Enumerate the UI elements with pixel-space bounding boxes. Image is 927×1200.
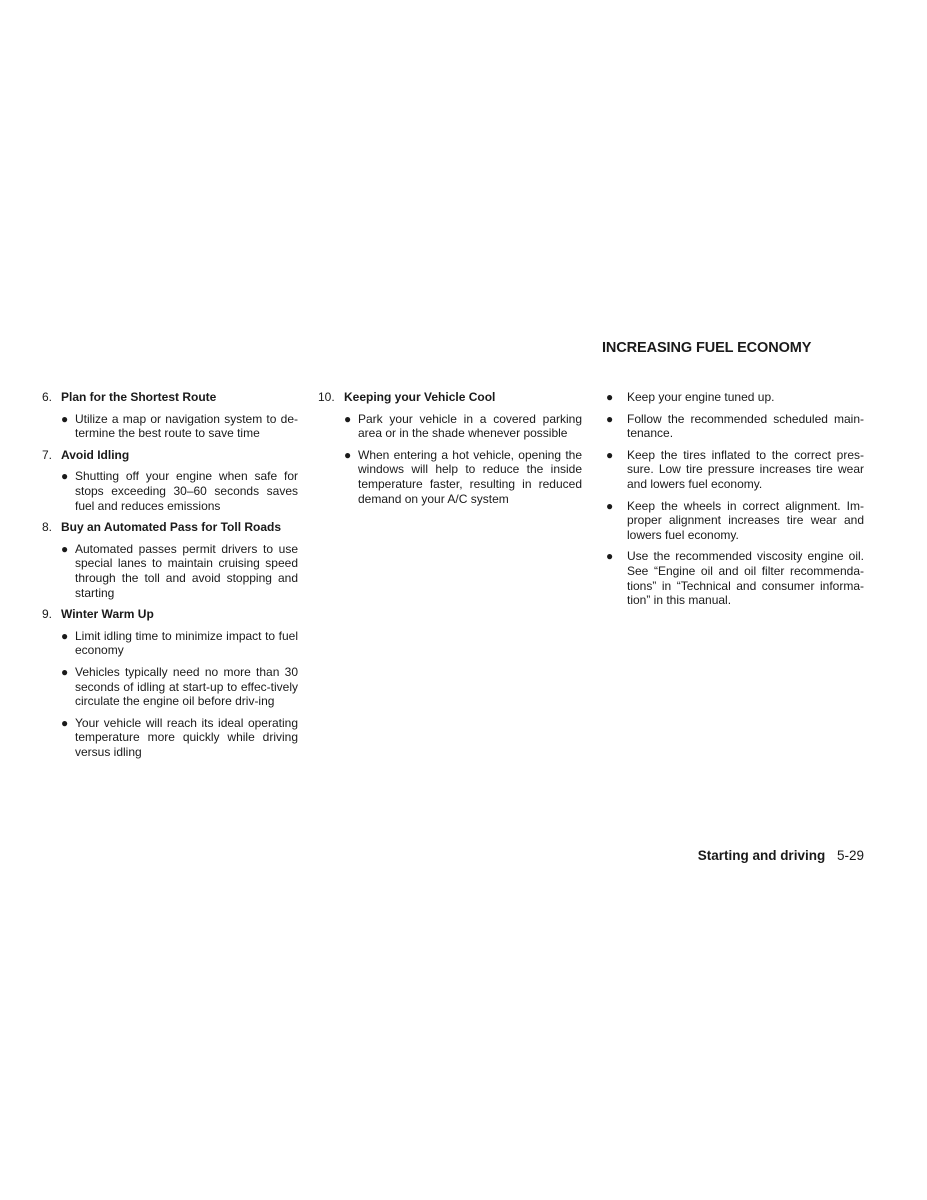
page-footer [698,848,864,863]
bullet-icon: ● [606,549,614,564]
bullet-icon: ● [61,469,69,484]
bullet-item [61,665,298,709]
bullet-icon: ● [61,664,69,679]
bullet-list [318,412,582,507]
bullet-item [61,629,298,658]
item-heading [42,390,298,405]
numbered-item [42,390,298,441]
bullet-list [606,390,864,608]
item-title: Buy an Automated Pass for Toll Roads [61,520,282,535]
bullet-icon: ● [606,447,614,462]
bullet-text: Vehicles typically need no more than 30 seconds of idling at start-up to effec-tively circulate the engine oil before driv-ing [75,664,298,709]
bullet-item [61,542,298,600]
bullet-text: Follow the recommended scheduled main-tenance. [627,411,864,441]
item-title: Avoid Idling [61,447,130,462]
page-number: 5-29 [836,848,864,863]
bullet-text: Use the recommended viscosity engine oil. See “Engine oil and oil filter recommenda-tions” in “Technical and consumer informa-tion” in this manual. [627,549,864,608]
bullet-item [606,412,864,441]
section-heading: INCREASING FUEL ECONOMY [602,340,812,356]
footer-section-title: Starting and driving [697,848,826,863]
numbered-item [318,390,582,506]
bullet-icon: ● [61,628,69,643]
numbered-item [42,520,298,600]
bullet-text: Automated passes permit drivers to use special lanes to maintain cruising speed through the toll and avoid stopping and starting [75,541,298,600]
bullet-text: Keep the tires inflated to the correct pres-sure. Low tire pressure increases tire wear and lowers fuel economy. [627,447,864,491]
item-title: Winter Warm Up [61,607,154,622]
bullet-item [344,448,582,506]
column-2 [318,390,582,513]
bullet-icon: ● [606,411,614,426]
bullet-list [42,412,298,441]
bullet-icon: ● [344,447,352,462]
item-number: 8. [42,520,53,535]
column-1 [42,390,298,766]
item-number: 9. [42,607,53,622]
bullet-text: Utilize a map or navigation system to de-termine the best route to save time [75,411,298,441]
bullet-item [606,499,864,543]
bullet-item [61,469,298,513]
bullet-text: Your vehicle will reach its ideal operating temperature more quickly while driving versus idling [75,715,298,759]
bullet-item [61,716,298,760]
bullet-icon: ● [61,541,69,556]
bullet-list [42,542,298,600]
item-heading [42,607,298,622]
bullet-icon: ● [606,390,614,404]
bullet-icon: ● [61,715,69,730]
bullet-text: Limit idling time to minimize impact to fuel economy [75,628,298,658]
bullet-text: Shutting off your engine when safe for stops exceeding 30–60 seconds saves fuel and reduces emissions [75,469,298,513]
bullet-text: Keep your engine tuned up. [627,390,775,404]
bullet-item [606,549,864,607]
bullet-icon: ● [344,411,352,426]
item-number: 6. [42,390,53,404]
item-number: 7. [42,447,53,462]
bullet-item [606,448,864,492]
numbered-item [42,607,298,759]
bullet-list [42,629,298,760]
item-heading [318,390,582,405]
bullet-icon: ● [61,411,69,426]
item-heading [42,520,298,535]
item-title: Plan for the Shortest Route [61,390,217,404]
bullet-icon: ● [606,498,614,513]
bullet-text: Park your vehicle in a covered parking area or in the shade whenever possible [358,411,582,441]
item-heading [42,448,298,463]
numbered-item [42,448,298,513]
bullet-item [606,390,864,405]
bullet-text: When entering a hot vehicle, opening the windows will help to reduce the inside temperature faster, resulting in reduced demand on your A/C system [358,447,582,506]
bullet-text: Keep the wheels in correct alignment. Im-proper alignment increases tire wear and lowers fuel economy. [627,498,864,542]
bullet-item [344,412,582,441]
item-number: 10. [318,390,335,404]
bullet-list [42,469,298,513]
column-3 [606,390,864,615]
bullet-item [61,412,298,441]
item-title: Keeping your Vehicle Cool [344,390,496,404]
